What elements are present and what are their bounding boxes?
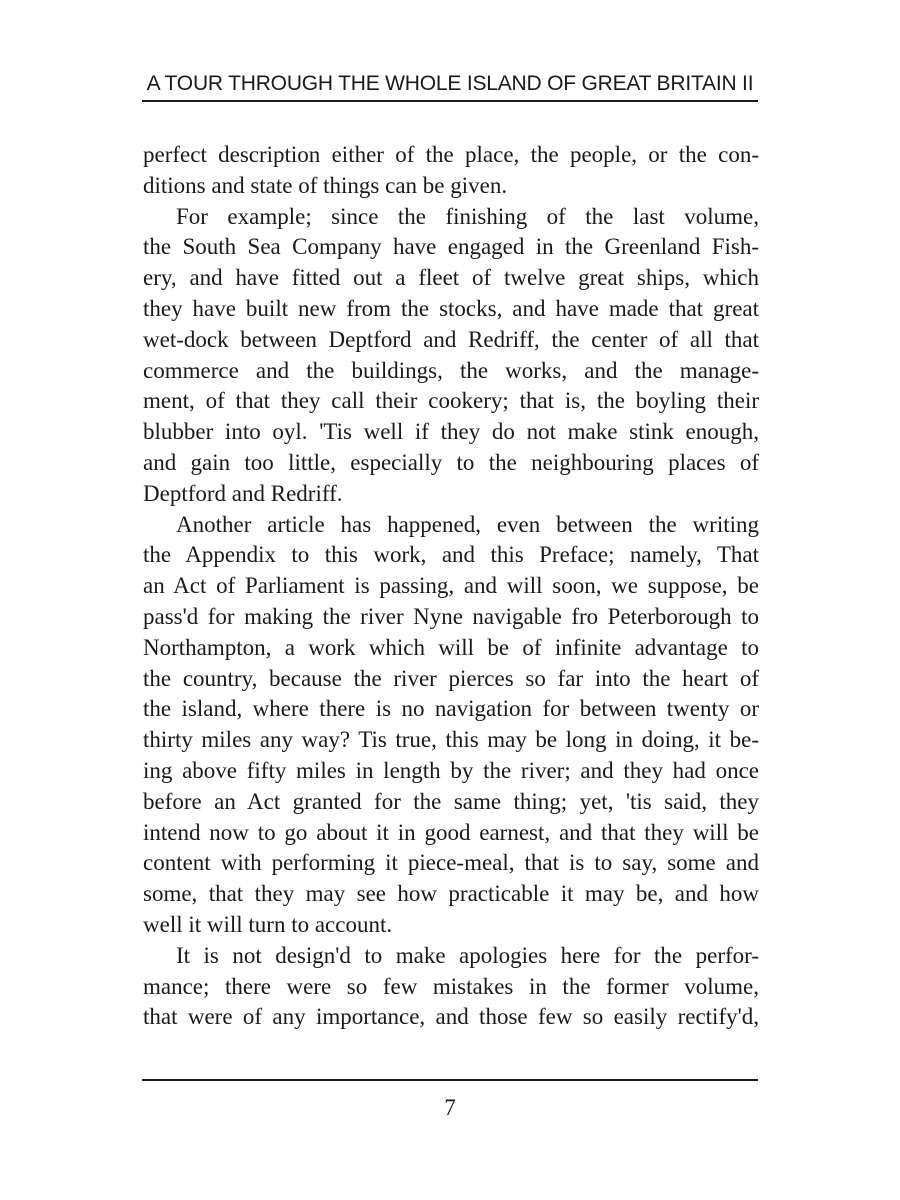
text-line: pass'd for making the river Nyne navigable fro Peterborough to [143, 603, 759, 629]
text-line: It is not design'd to make apologies here for the perfor- [176, 942, 759, 968]
text-line: ditions and state of things can be given. [143, 172, 508, 198]
body-text [143, 140, 759, 1033]
text-line: Northampton, a work which will be of infinite advantage to [143, 634, 759, 660]
text-line: some, that they may see how practicable it may be, and how [143, 881, 759, 907]
text-line: an Act of Parliament is passing, and will soon, we suppose, be [143, 573, 759, 599]
text-line: ery, and have fitted out a fleet of twelve great ships, which [143, 265, 759, 291]
text-line: commerce and the buildings, the works, and the manage- [143, 357, 759, 383]
text-line: ing above fifty miles in length by the river; and they had once [143, 757, 759, 783]
text-line: intend now to go about it in good earnest, and that they will be [143, 819, 759, 845]
text-line: the Appendix to this work, and this Preface; namely, That [143, 542, 759, 568]
text-line: mance; there were so few mistakes in the former volume, [143, 973, 759, 999]
text-line: well it will turn to account. [143, 911, 393, 937]
text-line: content with performing it piece-meal, that is to say, some and [143, 850, 759, 876]
text-line: they have built new from the stocks, and have made that great [143, 295, 759, 321]
text-line: and gain too little, especially to the neighbouring places of [143, 449, 759, 475]
header-rule [142, 100, 758, 102]
text-line: the island, where there is no navigation for between twenty or [143, 696, 759, 722]
running-header: A TOUR THROUGH THE WHOLE ISLAND OF GREAT BRITAIN II [146, 72, 754, 95]
text-line: thirty miles any way? Tis true, this may be long in doing, it be- [143, 727, 759, 753]
text-line: the South Sea Company have engaged in the Greenland Fish- [143, 234, 759, 260]
text-line: the country, because the river pierces so far into the heart of [143, 665, 759, 691]
text-line: Deptford and Redriff. [143, 480, 343, 506]
footer-rule [142, 1079, 758, 1081]
text-line: that were of any importance, and those few so easily rectify'd, [143, 1004, 759, 1030]
text-line: wet-dock between Deptford and Redriff, the center of all that [143, 326, 759, 352]
text-line: before an Act granted for the same thing; yet, 'tis said, they [143, 788, 759, 814]
text-line: Another article has happened, even between the writing [176, 511, 759, 537]
text-line: ment, of that they call their cookery; that is, the boyling their [143, 388, 759, 414]
text-line: For example; since the finishing of the last volume, [176, 203, 759, 229]
text-line: blubber into oyl. 'Tis well if they do not make stink enough, [143, 419, 759, 445]
page-number: 7 [444, 1095, 456, 1120]
text-line: perfect description either of the place, the people, or the con- [143, 142, 759, 167]
